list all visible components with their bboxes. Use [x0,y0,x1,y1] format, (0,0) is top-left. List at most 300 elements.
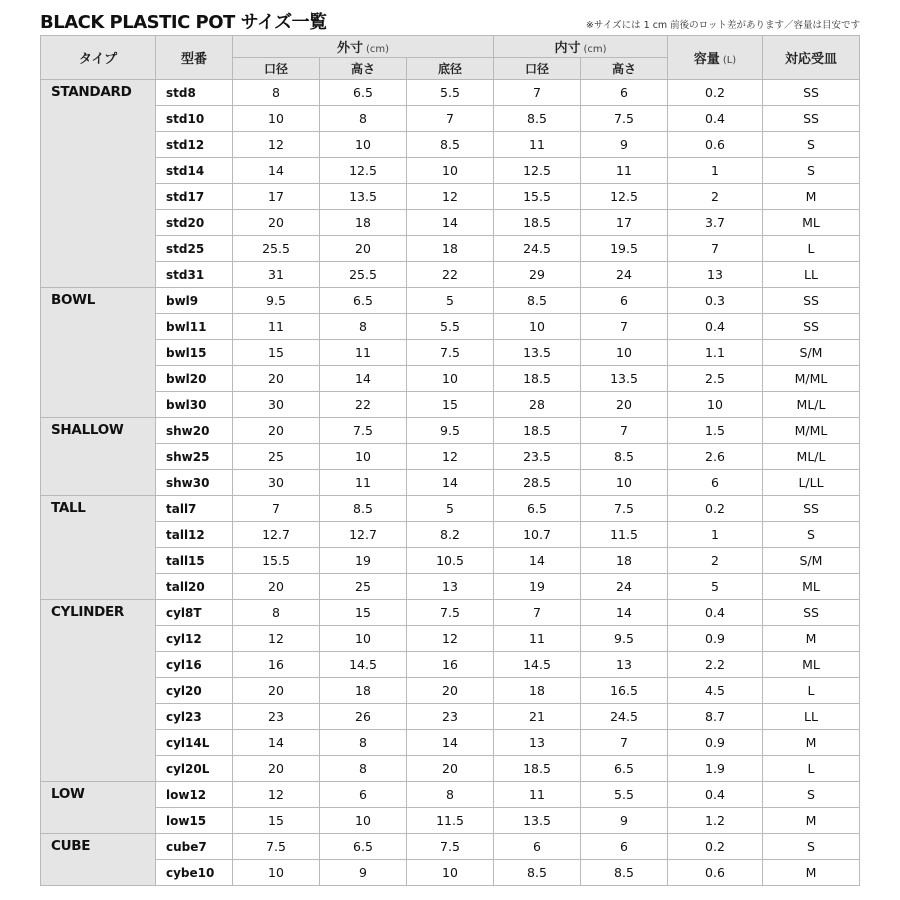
model-cell: tall7 [156,496,233,522]
model-cell: cyl20L [156,756,233,782]
inner-mouth-cell: 11 [494,626,581,652]
inner-mouth-cell: 11 [494,782,581,808]
capacity-cell: 2 [668,548,763,574]
table-row [41,834,860,860]
table-row [41,470,860,496]
table-row [41,704,860,730]
col-header-inner-mouth: 口径 [494,58,581,80]
outer-height-cell: 7.5 [320,418,407,444]
inner-height-cell: 17 [581,210,668,236]
capacity-cell: 13 [668,262,763,288]
type-cell: BOWL [41,288,156,418]
saucer-cell: ML [763,210,860,236]
outer-mouth-cell: 30 [233,470,320,496]
model-cell: std25 [156,236,233,262]
inner-height-cell: 14 [581,600,668,626]
page-header [40,8,860,34]
table-row [41,652,860,678]
capacity-cell: 6 [668,470,763,496]
type-cell: CYLINDER [41,600,156,782]
outer-mouth-cell: 12 [233,626,320,652]
model-cell: tall15 [156,548,233,574]
table-row [41,522,860,548]
outer-base-cell: 5 [407,288,494,314]
capacity-cell: 0.3 [668,288,763,314]
table-header [41,36,860,80]
model-cell: low12 [156,782,233,808]
model-cell: shw30 [156,470,233,496]
model-cell: std10 [156,106,233,132]
inner-mouth-cell: 12.5 [494,158,581,184]
col-header-outer-mouth: 口径 [233,58,320,80]
capacity-cell: 0.4 [668,782,763,808]
capacity-cell: 1.5 [668,418,763,444]
saucer-cell: M/ML [763,366,860,392]
inner-height-cell: 9 [581,132,668,158]
outer-base-cell: 20 [407,678,494,704]
inner-mouth-cell: 18.5 [494,366,581,392]
type-cell: TALL [41,496,156,600]
outer-mouth-cell: 20 [233,574,320,600]
model-cell: bwl9 [156,288,233,314]
inner-mouth-cell: 13.5 [494,808,581,834]
model-cell: cyl14L [156,730,233,756]
outer-base-cell: 15 [407,392,494,418]
outer-base-cell: 8 [407,782,494,808]
size-table [40,35,860,886]
outer-base-cell: 7.5 [407,600,494,626]
outer-height-cell: 11 [320,470,407,496]
saucer-cell: ML [763,574,860,600]
table-body [41,80,860,886]
capacity-cell: 0.9 [668,626,763,652]
outer-height-cell: 11 [320,340,407,366]
capacity-cell: 0.6 [668,860,763,886]
size-note: ※サイズには 1 cm 前後のロット差があります／容量は目安です [585,20,860,31]
outer-mouth-cell: 12 [233,782,320,808]
outer-height-cell: 13.5 [320,184,407,210]
outer-height-cell: 14.5 [320,652,407,678]
outer-mouth-cell: 20 [233,210,320,236]
inner-mouth-cell: 28.5 [494,470,581,496]
outer-mouth-cell: 25.5 [233,236,320,262]
capacity-cell: 4.5 [668,678,763,704]
model-cell: bwl20 [156,366,233,392]
outer-height-cell: 8.5 [320,496,407,522]
col-header-outer-base: 底径 [407,58,494,80]
model-cell: tall12 [156,522,233,548]
table-row [41,106,860,132]
outer-mouth-cell: 11 [233,314,320,340]
model-cell: low15 [156,808,233,834]
capacity-cell: 8.7 [668,704,763,730]
outer-height-cell: 9 [320,860,407,886]
outer-height-cell: 15 [320,600,407,626]
col-header-model: 型番 [156,36,233,80]
saucer-cell: S [763,782,860,808]
saucer-cell: SS [763,600,860,626]
inner-label: 内寸 [554,41,581,56]
outer-height-cell: 10 [320,626,407,652]
inner-mouth-cell: 10 [494,314,581,340]
model-cell: bwl15 [156,340,233,366]
inner-height-cell: 13 [581,652,668,678]
outer-mouth-cell: 15.5 [233,548,320,574]
model-cell: bwl11 [156,314,233,340]
outer-base-cell: 23 [407,704,494,730]
saucer-cell: S [763,834,860,860]
capacity-cell: 1.2 [668,808,763,834]
model-cell: std17 [156,184,233,210]
inner-height-cell: 24.5 [581,704,668,730]
outer-base-cell: 22 [407,262,494,288]
inner-height-cell: 12.5 [581,184,668,210]
outer-height-cell: 10 [320,444,407,470]
outer-mouth-cell: 23 [233,704,320,730]
outer-base-cell: 5 [407,496,494,522]
capacity-cell: 2.5 [668,366,763,392]
inner-mouth-cell: 11 [494,132,581,158]
table-row [41,392,860,418]
outer-base-cell: 5.5 [407,314,494,340]
table-row [41,730,860,756]
saucer-cell: M [763,184,860,210]
capacity-unit: (L) [722,55,737,66]
inner-height-cell: 6 [581,834,668,860]
outer-height-cell: 12.7 [320,522,407,548]
inner-height-cell: 19.5 [581,236,668,262]
inner-height-cell: 20 [581,392,668,418]
inner-height-cell: 7.5 [581,106,668,132]
inner-mouth-cell: 13.5 [494,340,581,366]
inner-mouth-cell: 18.5 [494,210,581,236]
outer-base-cell: 10 [407,158,494,184]
inner-mouth-cell: 7 [494,600,581,626]
inner-height-cell: 6 [581,80,668,106]
saucer-cell: M [763,626,860,652]
saucer-cell: M [763,730,860,756]
outer-mouth-cell: 14 [233,730,320,756]
outer-height-cell: 25 [320,574,407,600]
inner-height-cell: 11 [581,158,668,184]
table-row [41,444,860,470]
saucer-cell: SS [763,496,860,522]
model-cell: std8 [156,80,233,106]
outer-base-cell: 12 [407,444,494,470]
outer-mouth-cell: 16 [233,652,320,678]
outer-mouth-cell: 7.5 [233,834,320,860]
capacity-cell: 1.1 [668,340,763,366]
saucer-cell: SS [763,80,860,106]
outer-height-cell: 6.5 [320,80,407,106]
saucer-cell: L [763,236,860,262]
outer-base-cell: 18 [407,236,494,262]
type-cell: STANDARD [41,80,156,288]
saucer-cell: SS [763,288,860,314]
outer-height-cell: 18 [320,210,407,236]
table-row [41,158,860,184]
inner-height-cell: 18 [581,548,668,574]
outer-height-cell: 6.5 [320,834,407,860]
outer-height-cell: 10 [320,132,407,158]
table-row [41,184,860,210]
outer-mouth-cell: 14 [233,158,320,184]
table-row [41,600,860,626]
table-row [41,808,860,834]
page-title: BLACK PLASTIC POT サイズ一覧 [40,12,327,33]
capacity-cell: 0.2 [668,80,763,106]
table-row [41,860,860,886]
inner-mouth-cell: 18 [494,678,581,704]
table-row [41,366,860,392]
model-cell: cyl12 [156,626,233,652]
inner-height-cell: 11.5 [581,522,668,548]
outer-height-cell: 6.5 [320,288,407,314]
model-cell: bwl30 [156,392,233,418]
outer-height-cell: 8 [320,106,407,132]
model-cell: cybe10 [156,860,233,886]
capacity-cell: 0.4 [668,600,763,626]
model-cell: cyl23 [156,704,233,730]
outer-mouth-cell: 15 [233,808,320,834]
outer-label: 外寸 [336,41,363,56]
capacity-label: 容量 [693,52,720,67]
outer-mouth-cell: 20 [233,756,320,782]
type-cell: LOW [41,782,156,834]
capacity-cell: 0.9 [668,730,763,756]
outer-base-cell: 8.5 [407,132,494,158]
table-row [41,236,860,262]
table-row [41,418,860,444]
model-cell: cyl8T [156,600,233,626]
capacity-cell: 0.2 [668,834,763,860]
capacity-cell: 2.6 [668,444,763,470]
col-header-saucer: 対応受皿 [763,36,860,80]
inner-mouth-cell: 21 [494,704,581,730]
model-cell: std12 [156,132,233,158]
outer-base-cell: 7 [407,106,494,132]
saucer-cell: M/ML [763,418,860,444]
saucer-cell: S/M [763,340,860,366]
capacity-cell: 0.4 [668,314,763,340]
inner-height-cell: 24 [581,574,668,600]
capacity-cell: 2 [668,184,763,210]
outer-base-cell: 14 [407,470,494,496]
table-row [41,626,860,652]
inner-mouth-cell: 18.5 [494,418,581,444]
saucer-cell: S [763,132,860,158]
capacity-cell: 1 [668,158,763,184]
outer-base-cell: 7.5 [407,340,494,366]
capacity-cell: 2.2 [668,652,763,678]
inner-height-cell: 6.5 [581,756,668,782]
saucer-cell: LL [763,262,860,288]
outer-mouth-cell: 10 [233,106,320,132]
capacity-cell: 1.9 [668,756,763,782]
table-row [41,340,860,366]
saucer-cell: M [763,860,860,886]
outer-height-cell: 22 [320,392,407,418]
inner-height-cell: 9 [581,808,668,834]
table-row [41,262,860,288]
col-header-inner [494,36,668,58]
outer-height-cell: 10 [320,808,407,834]
outer-base-cell: 16 [407,652,494,678]
outer-mouth-cell: 20 [233,678,320,704]
inner-mouth-cell: 28 [494,392,581,418]
model-cell: shw20 [156,418,233,444]
table-row [41,678,860,704]
inner-unit: (cm) [583,44,607,55]
capacity-cell: 0.6 [668,132,763,158]
inner-height-cell: 8.5 [581,860,668,886]
outer-height-cell: 14 [320,366,407,392]
model-cell: std31 [156,262,233,288]
outer-mouth-cell: 12.7 [233,522,320,548]
saucer-cell: SS [763,106,860,132]
table-row [41,288,860,314]
outer-height-cell: 19 [320,548,407,574]
outer-base-cell: 20 [407,756,494,782]
outer-base-cell: 14 [407,730,494,756]
model-cell: cyl16 [156,652,233,678]
outer-mouth-cell: 7 [233,496,320,522]
outer-base-cell: 9.5 [407,418,494,444]
inner-height-cell: 7 [581,314,668,340]
outer-mouth-cell: 8 [233,600,320,626]
outer-mouth-cell: 17 [233,184,320,210]
capacity-cell: 0.2 [668,496,763,522]
inner-mouth-cell: 7 [494,80,581,106]
saucer-cell: S [763,158,860,184]
inner-height-cell: 7.5 [581,496,668,522]
saucer-cell: L [763,756,860,782]
inner-mouth-cell: 8.5 [494,288,581,314]
inner-mouth-cell: 14.5 [494,652,581,678]
saucer-cell: M [763,808,860,834]
saucer-cell: ML/L [763,392,860,418]
col-header-outer [233,36,494,58]
outer-base-cell: 14 [407,210,494,236]
outer-base-cell: 7.5 [407,834,494,860]
inner-mouth-cell: 14 [494,548,581,574]
outer-mouth-cell: 25 [233,444,320,470]
outer-mouth-cell: 15 [233,340,320,366]
saucer-cell: ML [763,652,860,678]
inner-height-cell: 16.5 [581,678,668,704]
saucer-cell: L/LL [763,470,860,496]
outer-height-cell: 8 [320,756,407,782]
outer-base-cell: 11.5 [407,808,494,834]
table-row [41,548,860,574]
model-cell: tall20 [156,574,233,600]
outer-height-cell: 26 [320,704,407,730]
model-cell: std14 [156,158,233,184]
inner-height-cell: 8.5 [581,444,668,470]
inner-mouth-cell: 15.5 [494,184,581,210]
outer-height-cell: 6 [320,782,407,808]
inner-height-cell: 10 [581,470,668,496]
saucer-cell: SS [763,314,860,340]
inner-mouth-cell: 19 [494,574,581,600]
outer-base-cell: 8.2 [407,522,494,548]
outer-base-cell: 12 [407,184,494,210]
inner-height-cell: 9.5 [581,626,668,652]
inner-mouth-cell: 8.5 [494,106,581,132]
inner-height-cell: 7 [581,730,668,756]
model-cell: std20 [156,210,233,236]
col-header-inner-height: 高さ [581,58,668,80]
outer-height-cell: 12.5 [320,158,407,184]
inner-mouth-cell: 29 [494,262,581,288]
outer-base-cell: 10.5 [407,548,494,574]
col-header-outer-height: 高さ [320,58,407,80]
capacity-cell: 10 [668,392,763,418]
outer-mouth-cell: 10 [233,860,320,886]
table-row [41,782,860,808]
inner-mouth-cell: 6.5 [494,496,581,522]
table-row [41,210,860,236]
table-row [41,80,860,106]
model-cell: shw25 [156,444,233,470]
inner-mouth-cell: 23.5 [494,444,581,470]
outer-base-cell: 12 [407,626,494,652]
table-row [41,132,860,158]
inner-height-cell: 6 [581,288,668,314]
outer-base-cell: 13 [407,574,494,600]
model-cell: cyl20 [156,678,233,704]
table-row [41,574,860,600]
table-row [41,756,860,782]
table-row [41,314,860,340]
inner-mouth-cell: 24.5 [494,236,581,262]
outer-height-cell: 18 [320,678,407,704]
inner-mouth-cell: 6 [494,834,581,860]
outer-mouth-cell: 20 [233,366,320,392]
inner-height-cell: 24 [581,262,668,288]
capacity-cell: 7 [668,236,763,262]
outer-mouth-cell: 12 [233,132,320,158]
model-cell: cube7 [156,834,233,860]
outer-mouth-cell: 9.5 [233,288,320,314]
capacity-cell: 1 [668,522,763,548]
col-header-capacity [668,36,763,80]
capacity-cell: 3.7 [668,210,763,236]
type-cell: CUBE [41,834,156,886]
outer-unit: (cm) [365,44,390,55]
inner-mouth-cell: 18.5 [494,756,581,782]
saucer-cell: S/M [763,548,860,574]
inner-height-cell: 13.5 [581,366,668,392]
outer-mouth-cell: 20 [233,418,320,444]
capacity-cell: 0.4 [668,106,763,132]
outer-base-cell: 5.5 [407,80,494,106]
saucer-cell: LL [763,704,860,730]
outer-base-cell: 10 [407,860,494,886]
outer-height-cell: 20 [320,236,407,262]
saucer-cell: S [763,522,860,548]
table-row [41,496,860,522]
outer-mouth-cell: 31 [233,262,320,288]
capacity-cell: 5 [668,574,763,600]
outer-height-cell: 8 [320,730,407,756]
type-cell: SHALLOW [41,418,156,496]
col-header-type: タイプ [41,36,156,80]
inner-height-cell: 10 [581,340,668,366]
inner-height-cell: 5.5 [581,782,668,808]
outer-mouth-cell: 30 [233,392,320,418]
inner-mouth-cell: 8.5 [494,860,581,886]
